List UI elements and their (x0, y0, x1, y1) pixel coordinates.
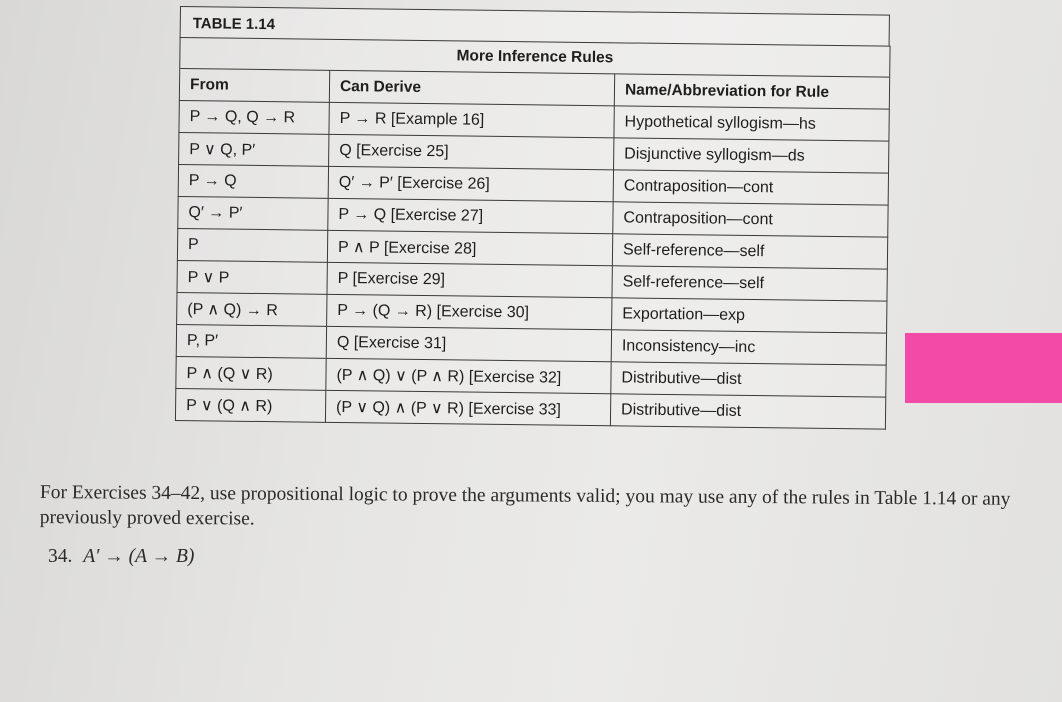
can-derive-cell: Q [Exercise 25] (329, 134, 614, 169)
header-from: From (179, 69, 329, 103)
can-derive-cell: Q′ → P′ [Exercise 26] (328, 166, 613, 201)
can-derive-cell: (P ∧ Q) ∨ (P ∧ R) [Exercise 32] (326, 358, 611, 393)
from-cell: (P ∧ Q) → R (177, 292, 327, 326)
from-cell: P → Q (178, 164, 328, 198)
table-caption: TABLE 1.14 (180, 6, 890, 46)
from-cell: P ∧ (Q ∨ R) (176, 356, 326, 390)
can-derive-cell: P [Exercise 29] (327, 262, 612, 297)
from-cell: P → Q, Q → R (179, 100, 329, 134)
can-derive-cell: P → R [Example 16] (329, 102, 614, 137)
table-body (175, 100, 889, 429)
exercise-expression: A′ → (A → B) (83, 546, 195, 567)
inference-rules-table (175, 6, 890, 430)
from-cell: P (177, 228, 327, 262)
rule-name-cell: Self-reference—self (612, 266, 887, 301)
from-cell: P ∨ Q, P′ (179, 132, 329, 166)
rule-name-cell: Distributive—dist (611, 362, 886, 397)
can-derive-cell: P → (Q → R) [Exercise 30] (327, 294, 612, 329)
rule-name-cell: Self-reference—self (612, 234, 887, 269)
can-derive-cell: P → Q [Exercise 27] (328, 198, 613, 233)
rule-name-cell: Hypothetical syllogism—hs (614, 106, 889, 141)
sticky-note (905, 333, 1062, 403)
exercise-instructions: For Exercises 34–42, use propositional logic to prove the arguments valid; you may use any of the rules in Table 1.14 or any previously proved exercise. (39, 481, 1011, 530)
rules-table (175, 37, 891, 430)
rule-name-cell: Contraposition—cont (613, 202, 888, 237)
rule-name-cell: Contraposition—cont (613, 170, 888, 205)
from-cell: P ∨ P (177, 260, 327, 294)
header-can-derive: Can Derive (329, 70, 614, 105)
table-title: More Inference Rules (180, 38, 890, 78)
can-derive-cell: (P ∨ Q) ∧ (P ∨ R) [Exercise 33] (325, 390, 610, 425)
can-derive-cell: P ∧ P [Exercise 28] (327, 230, 612, 265)
from-cell: P, P′ (176, 324, 326, 358)
rule-name-cell: Distributive—dist (610, 394, 885, 429)
header-rule-name: Name/Abbreviation for Rule (614, 74, 889, 109)
exercise-number: 34. (48, 546, 73, 567)
rule-name-cell: Exportation—exp (612, 298, 887, 333)
from-cell: P ∨ (Q ∧ R) (175, 388, 325, 422)
from-cell: Q′ → P′ (178, 196, 328, 230)
exercise-34 (48, 546, 194, 568)
can-derive-cell: Q [Exercise 31] (326, 326, 611, 361)
rule-name-cell: Inconsistency—inc (611, 330, 886, 365)
rule-name-cell: Disjunctive syllogism—ds (614, 138, 889, 173)
